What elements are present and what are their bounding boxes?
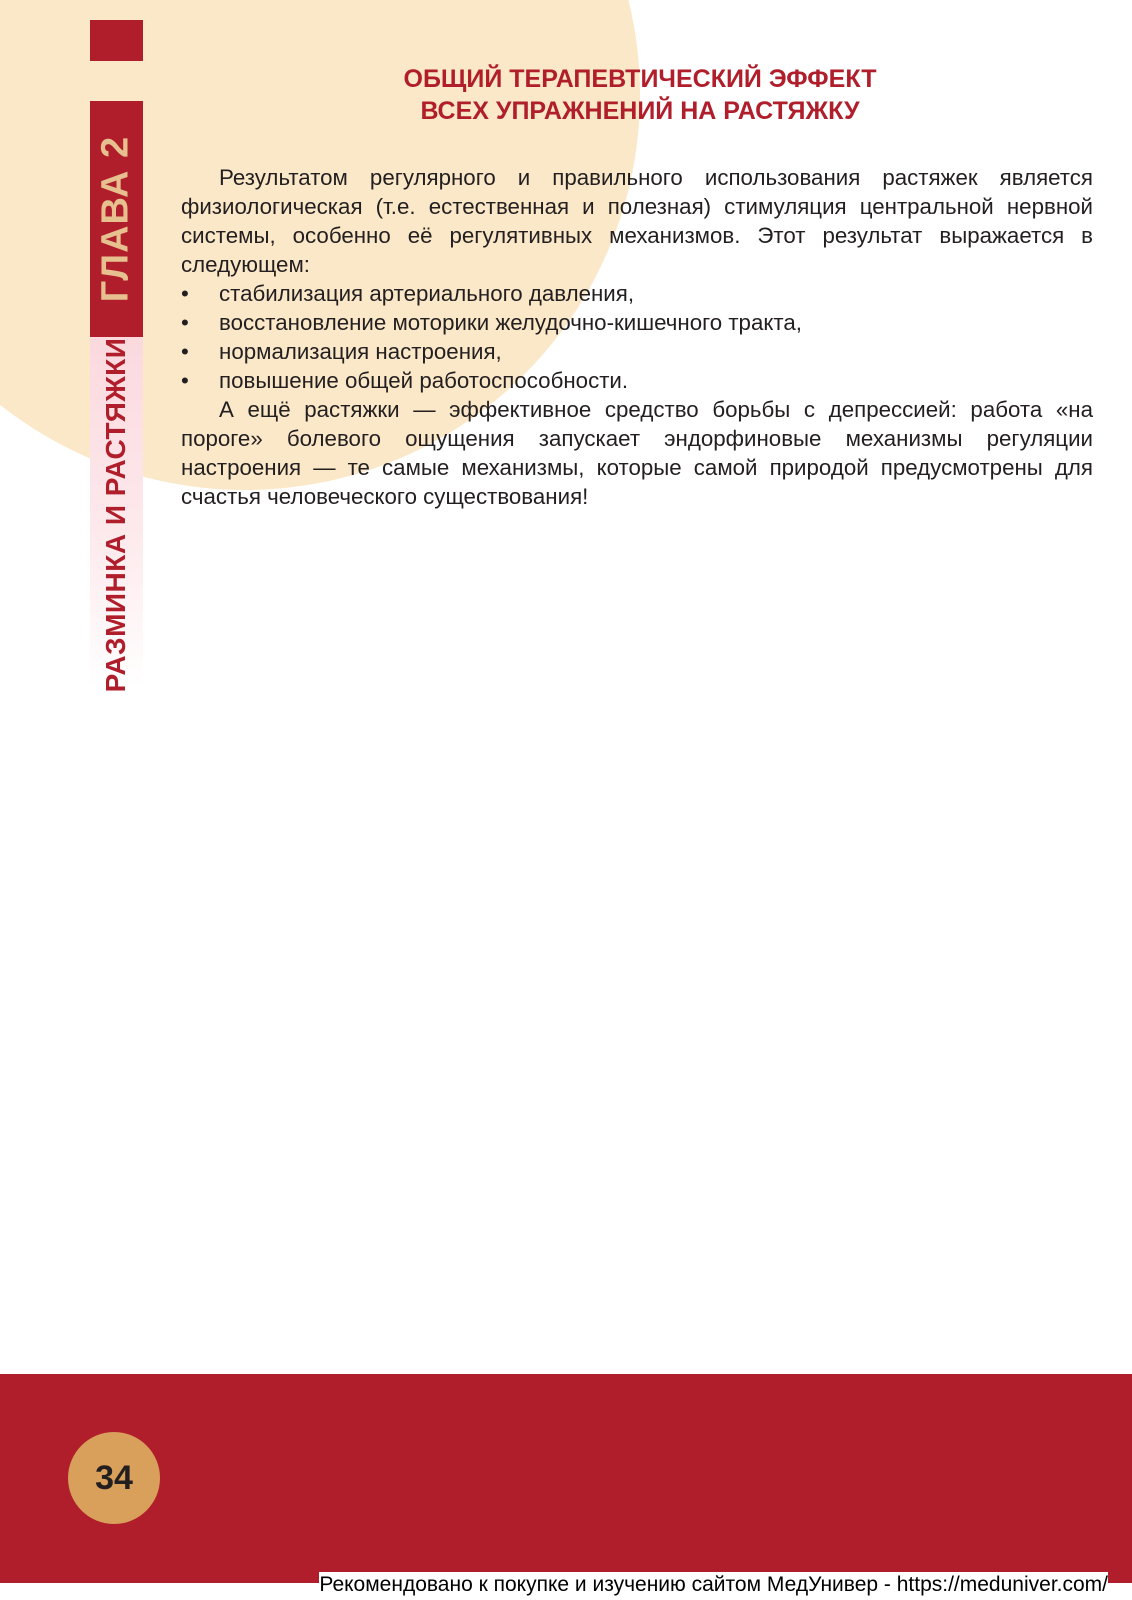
- watermark-text: Рекомендовано к покупке и изучению сайтом МедУнивер - https://meduniver.com/: [319, 1573, 1108, 1596]
- title-line-1: ОБЩИЙ ТЕРАПЕВТИЧЕСКИЙ ЭФФЕКТ: [403, 65, 877, 93]
- page-number: 34: [68, 1432, 160, 1524]
- list-item: • восстановление моторики желудочно-кишечного тракта,: [181, 308, 1093, 337]
- list-item: • повышение общей работоспособности.: [181, 366, 1093, 395]
- article-body: [181, 163, 1093, 511]
- effects-list: [181, 279, 1093, 395]
- chapter-bar-top: [90, 20, 143, 61]
- intro-paragraph: Результатом регулярного и правильного использования растяжек является физиологическая (т.е. естественная и полезная) стимуляция центральной нервной системы, особенно её регулятивных механизмов. Этот результат выражается в следующем:: [181, 165, 1093, 277]
- outro-paragraph: А ещё растяжки — эффективное средство борьбы с депрессией: работа «на пороге» болевого ощущения запускает эндорфиновые механизмы регуляции настроения — те самые механизмы, которые самой природой предусмотрены для счастья человеческого существования!: [181, 397, 1093, 509]
- list-item: • нормализация настроения,: [181, 337, 1093, 366]
- footer-band: [0, 1374, 1132, 1583]
- section-label: РАЗМИНКА И РАСТЯЖКИ: [100, 337, 131, 693]
- chapter-label: ГЛАВА 2: [94, 135, 137, 303]
- page-title: [290, 63, 990, 127]
- list-item: • стабилизация артериального давления,: [181, 279, 1093, 308]
- title-line-2: ВСЕХ УПРАЖНЕНИЙ НА РАСТЯЖКУ: [420, 97, 860, 125]
